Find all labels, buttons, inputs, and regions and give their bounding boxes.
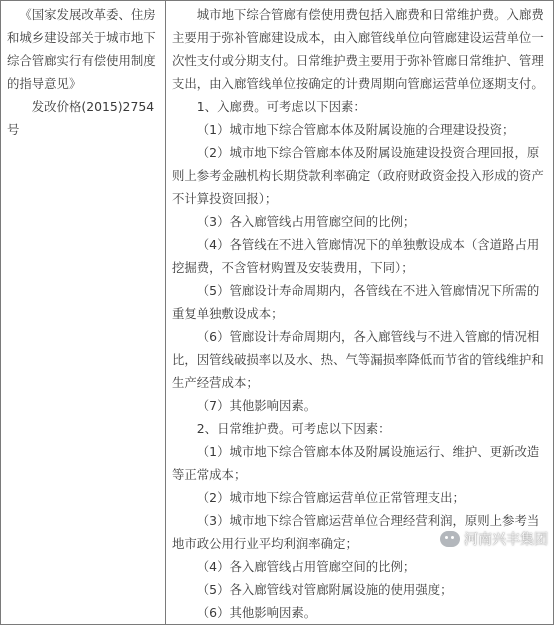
policy-doc-number: 发改价格(2015)2754号: [7, 99, 155, 137]
policy-title: 《国家发展改革委、住房和城乡建设部关于城市地下综合管廊实行有偿使用制度的指导意见》: [7, 7, 156, 91]
list-item: （2）城市地下综合管廊运营单位正常管理支出；: [196, 490, 465, 505]
list-item: （4）各管线在不进入管廊情况下的单独敷设成本（含道路占用挖掘费，不含管材购置及安装费用，下同）；: [172, 237, 540, 275]
list-item: （5）各入廊管线对管廊附属设施的使用强度；: [196, 582, 453, 597]
watermark-text: 河南兴丰集团: [464, 532, 548, 548]
list-item: （1）城市地下综合管廊本体及附属设施运行、维护、更新改造等正常成本；: [172, 444, 540, 482]
list-item: （5）管廊设计寿命周期内，各管线在不进入管廊情况下所需的重复单独敷设成本；: [172, 283, 540, 321]
list-item: （2）城市地下综合管廊本体及附属设施建设投资合理回报，原则上参考金融机构长期贷款利率确定（政府财政资金投入形成的资产不计算投资回报）；: [172, 145, 544, 206]
list-item: （6）管廊设计寿命周期内，各入廊管线与不进入管廊的情况相比，因管线破损率以及水、热、气等漏损率降低而节省的管线维护和生产经营成本；: [172, 329, 544, 390]
list-item: （7）其他影响因素。: [196, 398, 317, 413]
section-2-heading: 2、日常维护费。可考虑以下因素：: [196, 421, 391, 436]
list-item: （3）各入廊管线占用管廊空间的比例；: [196, 214, 416, 229]
list-item: （4）各入廊管线占用管廊空间的比例；: [196, 559, 416, 574]
section-1-heading: 1、入廊费。可考虑以下因素：: [196, 99, 366, 114]
wechat-icon: [440, 531, 460, 547]
intro-paragraph: 城市地下综合管廊有偿使用费包括入廊费和日常维护费。入廊费主要用于弥补管廊建设成本，由入廊管线单位向管廊建设运营单位一次性支付或分期支付。日常维护费主要用于弥补管廊日常维护、管理支出，由入廊管线单位按确定的计费周期向管廊运营单位逐期支付。: [172, 7, 544, 91]
list-item: （1）城市地下综合管廊本体及附属设施的合理建设投资；: [196, 122, 515, 137]
policy-source-cell: [1, 1, 166, 625]
list-item: （6）其他影响因素。: [196, 605, 317, 620]
watermark: [440, 529, 548, 549]
list-item: （3）城市地下综合管廊运营单位合理经营利润，原则上参考当地市政公用行业平均利润率确定；: [172, 513, 540, 551]
